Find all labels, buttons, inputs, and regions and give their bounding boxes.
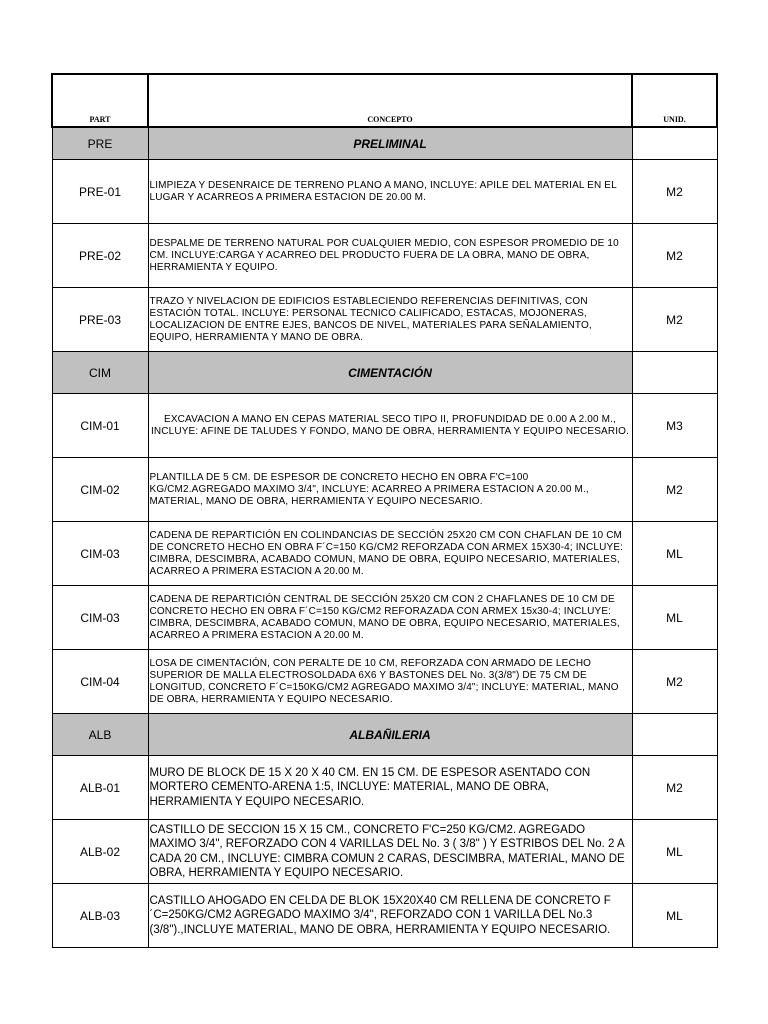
item-unit: M2 [632, 224, 717, 288]
section-row [52, 127, 717, 160]
item-code: PRE-03 [52, 288, 148, 352]
section-code: CIM [52, 352, 148, 394]
item-description: LOSA DE CIMENTACIÓN, CON PERALTE DE 10 CM, REFORZADA CON ARMADO DE LECHO SUPERIOR DE MALLA ELECTROSOLDADA 6X6 Y BASTONES DEL No. 3(3/8") DE 75 CM DE LONGITUD, CONCRETO F´C=150KG/CM2 AGREGADO MAXIMO 3/4"; INCLUYE: MATERIAL, MANO DE OBRA, HERRAMIENTA Y EQUIPO NECESARIO. [148, 650, 632, 714]
table-row [52, 458, 717, 522]
item-code: CIM-02 [52, 458, 148, 522]
table-row [52, 288, 717, 352]
section-name: CIMENTACIÓN [148, 352, 632, 394]
table-row [52, 650, 717, 714]
item-code: ALB-01 [52, 756, 148, 820]
section-unit-cell [632, 714, 717, 756]
section-row [52, 352, 717, 394]
table-row [52, 586, 717, 650]
item-unit: M2 [632, 458, 717, 522]
section-row [52, 714, 717, 756]
section-unit-cell [632, 352, 717, 394]
item-unit: ML [632, 586, 717, 650]
item-unit: ML [632, 522, 717, 586]
section-unit-cell [632, 127, 717, 160]
item-code: ALB-02 [52, 820, 148, 884]
section-name: PRELIMINAL [148, 127, 632, 160]
item-unit: M3 [632, 394, 717, 458]
item-unit: M2 [632, 650, 717, 714]
item-code: PRE-01 [52, 160, 148, 224]
table-row [52, 522, 717, 586]
header-concept: CONCEPTO [148, 74, 632, 127]
section-code: ALB [52, 714, 148, 756]
item-description: TRAZO Y NIVELACION DE EDIFICIOS ESTABLECIENDO REFERENCIAS DEFINITIVAS, CON ESTACIÓN TOTAL. INCLUYE: PERSONAL TECNICO CALIFICADO, ESTACAS, MOJONERAS, LOCALIZACION DE ENTRE EJES, BANCOS DE NIVEL, MATERIALES PARA SEÑALAMIENTO, EQUIPO, HERRAMIENTA Y MANO DE OBRA. [148, 288, 632, 352]
table-row [52, 756, 717, 820]
table-row [52, 160, 717, 224]
item-code: CIM-04 [52, 650, 148, 714]
item-description: CADENA DE REPARTICIÓN CENTRAL DE SECCIÓN 25X20 CM CON 2 CHAFLANES DE 10 CM DE CONCRETO HECHO EN OBRA F´C=150 KG/CM2 REFORAZADA CON ARMEX 15x30-4; INCLUYE: CIMBRA, DESCIMBRA, ACABADO COMUN, MANO DE OBRA, EQUIPO NECESARIO, MATERIALES, ACARREO A PRIMERA ESTACION A 20.00 M. [148, 586, 632, 650]
header-part: PART [52, 74, 148, 127]
table-row [52, 224, 717, 288]
item-unit: ML [632, 884, 717, 948]
item-code: CIM-03 [52, 522, 148, 586]
section-name: ALBAÑILERIA [148, 714, 632, 756]
budget-table [51, 73, 718, 948]
item-description: CASTILLO AHOGADO EN CELDA DE BLOK 15X20X40 CM RELLENA DE CONCRETO F´C=250KG/CM2 AGREGADO MAXIMO 3/4", REFORZADO CON 1 VARILLA DEL No.3 (3/8").,INCLUYE MATERIAL, MANO DE OBRA, HERRAMIENTA Y EQUIPO NECESARIO. [148, 884, 632, 948]
item-code: PRE-02 [52, 224, 148, 288]
item-unit: M2 [632, 160, 717, 224]
item-description: LIMPIEZA Y DESENRAICE DE TERRENO PLANO A MANO, INCLUYE: APILE DEL MATERIAL EN EL LUGAR Y ACARREOS A PRIMERA ESTACION DE 20.00 M. [148, 160, 632, 224]
section-code: PRE [52, 127, 148, 160]
item-description: CASTILLO DE SECCION 15 X 15 CM., CONCRETO F'C=250 KG/CM2. AGREGADO MAXIMO 3/4", REFORZADO CON 4 VARILLAS DEL No. 3 ( 3/8" ) Y ESTRIBOS DEL No. 2 A CADA 20 CM., INCLUYE: CIMBRA COMUN 2 CARAS, DESCIMBRA, MATERIAL, MANO DE OBRA, HERRAMIENTA Y EQUIPO NECESARIO. [148, 820, 632, 884]
item-code: ALB-03 [52, 884, 148, 948]
item-description: CADENA DE REPARTICIÓN EN COLINDANCIAS DE SECCIÓN 25X20 CM CON CHAFLAN DE 10 CM DE CONCRETO HECHO EN OBRA F´C=150 KG/CM2 REFORZADA CON ARMEX 15X30-4; INCLUYE: CIMBRA, DESCIMBRA, ACABADO COMUN, MANO DE OBRA, EQUIPO NECESARIO, MATERIALES, ACARREO A PRIMERA ESTACION A 20.00 M. [148, 522, 632, 586]
header-unit: UNID. [632, 74, 717, 127]
table-header [52, 74, 717, 127]
item-description: PLANTILLA DE 5 CM. DE ESPESOR DE CONCRETO HECHO EN OBRA F'C=100 KG/CM2.AGREGADO MAXIMO 3/4", INCLUYE: ACARREO A PRIMERA ESTACION A 20.00 M., MATERIAL, MANO DE OBRA, HERRAMIENTA Y EQUIPO NECESARIO. [148, 458, 632, 522]
item-unit: M2 [632, 756, 717, 820]
table-row [52, 394, 717, 458]
item-unit: M2 [632, 288, 717, 352]
item-description: EXCAVACION A MANO EN CEPAS MATERIAL SECO TIPO II, PROFUNDIDAD DE 0.00 A 2.00 M., INCLUYE: AFINE DE TALUDES Y FONDO, MANO DE OBRA, HERRAMIENTA Y EQUIPO NECESARIO. [148, 394, 632, 458]
item-description: MURO DE BLOCK DE 15 X 20 X 40 CM. EN 15 CM. DE ESPESOR ASENTADO CON MORTERO CEMENTO-ARENA 1:5, INCLUYE: MATERIAL, MANO DE OBRA, HERRAMIENTA Y EQUIPO NECESARIO. [148, 756, 632, 820]
item-code: CIM-03 [52, 586, 148, 650]
item-unit: ML [632, 820, 717, 884]
table-row [52, 820, 717, 884]
table-row [52, 884, 717, 948]
item-description: DESPALME DE TERRENO NATURAL POR CUALQUIER MEDIO, CON ESPESOR PROMEDIO DE 10 CM. INCLUYE:CARGA Y ACARREO DEL PRODUCTO FUERA DE LA OBRA, MANO DE OBRA, HERRAMIENTA Y EQUIPO. [148, 224, 632, 288]
item-code: CIM-01 [52, 394, 148, 458]
